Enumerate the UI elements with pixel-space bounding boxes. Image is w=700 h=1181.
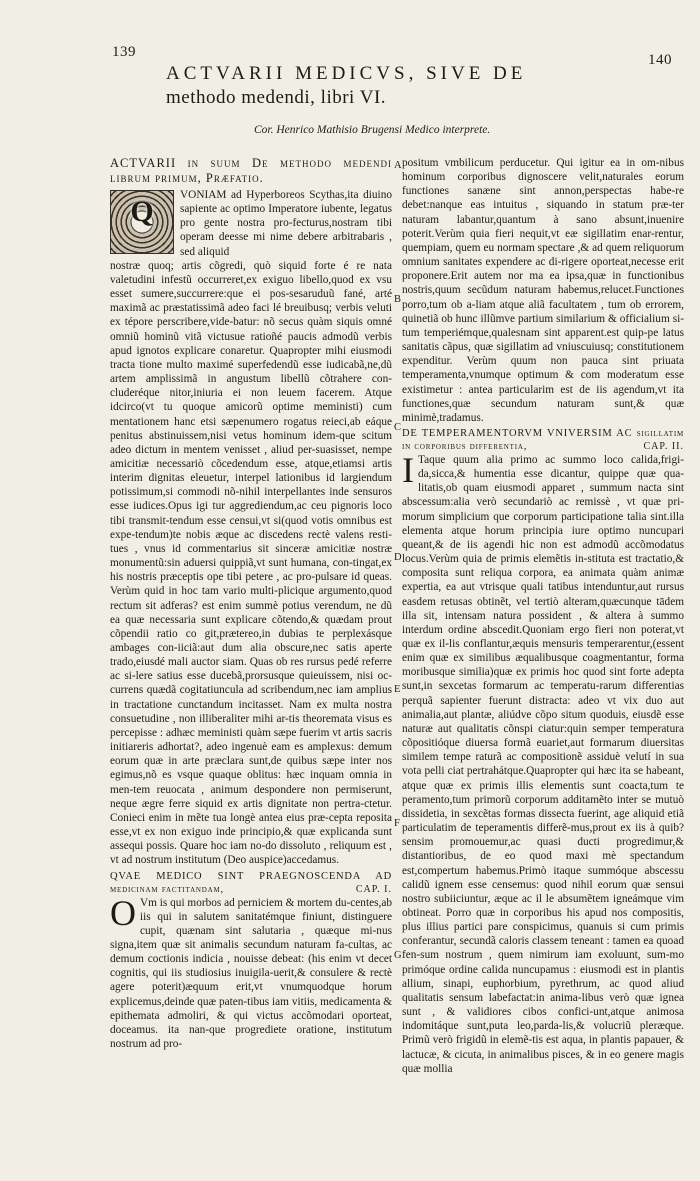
chapter-2-number: CAP. II. [643, 440, 684, 452]
chapter-2-heading [402, 427, 684, 453]
title-line-2: methodo medendi, libri VI. [166, 87, 387, 108]
margin-letter-f: F [394, 818, 400, 829]
chapter-1-text: Vm is qui morbos ad perniciem & mortem du-centes,ab iis qui in salutem sanitatémque finiunt, distinguere cupit, quænam sint salutaria , quæque mi-nus signa,item quæ sit animalis secundum naturam fa-cultas, ac demum coctionis indicia , nouisse debeat: (his enim vt decet cognitis, qui iis studiosius inuigila-uerit,& consulere & rectè agere poterit)æquum erit,vt vnumquodque horum explicemus,deinde quæ paten-tibus iam vitiis, medicamenta & epithemata admoliri, & qui victus accõmodari oporteat, doceamus. ita nan-que progrediete oratione, institutum nostrum ad pro- [110, 896, 392, 1051]
chapter-1-title: QVAE MEDICO SINT PRAEGNOSCENDA AD medicinam factitandam, [110, 870, 392, 895]
ornamental-initial-letter: Q [130, 195, 154, 228]
ornamental-initial [110, 190, 174, 254]
chapter-2-text: Taque quum alia primo ac summo loco calida,frigi-da,sicca,& humentia esse dicantur, quippe quæ qua-litatis,ob quam eiusmodi apparet , summum nacta sint abscessum:alia verò secundariò ac remissè , vt quæ pri-morum simplicium que corporum participatione talia sint.illa elementa atque horum principia iure optimo nuncupari queant,& de iis agendi hic non est admodũ accõmodatus locus.Verùm quia de primis elemẽtis in-stituta est tractatio,& composita sunt reliqua corpora, ea animata quàm animæ expertia, ea aut vtrisque quali tatibus intenduntur,aut rursus easdem retusas obtinẽt, vel tertiò alteram,quæcunque tādem illa sit, intensam natura possident , & altera à summo interdum ordine abscedit.Quoniam ergo fieri non poterat,vt quæ ex il-lis conflantur,æquis mensuris temperarentur,(essent enim quæ ex similibus æqualibusque coagmentantur, forma moribusque similia)quæ ex primis hoc quod sint forte adepta sunt,in sexcetas formarum ac temperatu-rarum differentias perquã sapienter fuerunt distracta: adeo vt vix duo aut animalia,aut plantæ, aliúdve cõpo situm quoduis, eiusdẽ esse naturæ aut qualitatis cõnspi ciatur:quin semper temperatura cõpositióque diuersa formã euariet,aut formarum diuersitas similem tempe raturã ac compositionẽ assiduè velutí in sua vota pelli ciat pertrahátque.Quapropter qui hæc ita se habeant, atque quæ ex primis illis elementis sunt coacta,tum te peramento,tum primorũ corporum additamẽto inter se mutuò dissidetia, in sexcẽtas formas dissecta fuerint, age aliquid etiã particulatim de teperamentis differẽ-mus,prout ex iis à quib? sensim promouemur,ac quasi ducti progredimur,& distantioribus, de eo quod maxi mè spectandum est,compertum habemus.Primò itaque summóque abscessu calidũ ignem esse censemus: quod nihil eorum quæ sensui nostro subiiciuntur, æque ac il le absumẽtem igneámque vim obtineat. Porro quæ in corporibus his apud nos compositis, plus illius partici pare conspicimus, quanuis si cum primis conferantur, secundã caloris classem teneant : tamen ea quoad fen-sum nostrum , quem nimirum iam exoluunt, sum-mo primóque ordine calida nuncupamus : eiusmodi est in plantis allium, sinapi, euphorbium, pyrethrum, ac quod aliud qualitatis sensum labefactat:in anima-libus verò quæ ignea sunt , & validiores cibos confici-unt,atque animosa indomitáque sunt,puta leo,parda-lis,& volucriũ pleræque. Primũ verò frigidũ in elemẽ-tis est aqua, in plantis papauer, & lactucæ, & cicuta, in animalibus pisces, & in eo genere magis quæ mollia [402, 453, 684, 1075]
margin-letter-e: E [394, 684, 401, 695]
page-number-left: 139 [112, 44, 136, 60]
right-continuation: positum vmbilicum perducetur. Qui igitur ea in om-nibus hominum corporibus dignoscere velit,naturales eorum functiones sanæne sint annon,perspectas habe-re debet:nanque eas intuitus , siquando in statum præ-ter naturam labantur,quantum à sano absunt,inuenire poterit.Verùm quia fieri nequit,vt eæ sigillatim enar-rentur, quempiam, quem eu normam spectare ,& ad quem reliquorum omnium sanitates expendere ac di-rigere oporteat,necesse erit proponere.Erit autem nor ma ea ipsa,quæ in functionibus nostris,quum secũdum naturam habemus,relucet.Functiones porro,tum ob a-liam atque aliã facultatem , tum ob errorem, quinetiã ob hunc illũmve partium similarium & officialium si-tum temperiémque,qualesnam sint apparent.est quip-pe latus sanitatis cãpus, quæ sigillatim ad vniuscuiusq; constitutionem expenditur. Verùm quum non pauca sint priuata temperamenta,vnumque optimum & com moderatum esse existimetur : antea particularim est de iis agendum,vt ita functiones,quæ secundum naturam sunt,& quæ minimè,tradamus. [402, 157, 684, 424]
page-number-right: 140 [648, 52, 672, 68]
translator-credit: Cor. Henrico Mathisio Brugensi Medico interprete. [254, 124, 491, 136]
preface-intro: VONIAM ad Hyperboreos Scythas,ita diuino sapiente ac optimo Imperatore iubente, legatus pro gente nostra pro-fecturus,nostram tibi operam deesse mi nime debere arbitrabaris , sed aliquid [180, 189, 392, 258]
chapter-1-initial: O [110, 892, 136, 933]
title-line-1: ACTVARII MEDICVS, SIVE DE [166, 63, 527, 84]
margin-letter-a: A [394, 160, 402, 171]
chapter-2-title: DE TEMPERAMENTORVM VNIVERSIM AC sigillatim in corporibus differentia, [402, 427, 684, 452]
preface-heading: ACTVARII in suum De methodo medendi librum primum, Præfatio. [110, 156, 392, 185]
left-column [110, 156, 392, 1051]
margin-letter-g: G [394, 950, 402, 961]
right-column [402, 156, 684, 1076]
margin-letter-b: B [394, 294, 402, 305]
page-title [166, 62, 686, 110]
chapter-1-heading [110, 870, 392, 896]
margin-letter-d: D [394, 552, 402, 563]
chapter-1-number: CAP. I. [355, 883, 392, 895]
chapter-2-initial: I [402, 449, 414, 490]
margin-letter-c: C [394, 422, 402, 433]
text-columns [110, 156, 686, 1156]
preface-body: nostræ quoq; artis cõgredi, quò siquid forte é re nata valetudini infestũ occurreret,ex exiguo libello,quod ex vsu esset sumere,succurrere:que ei pos-sesaruduũ fané, arté maximã ac præstatissimã adeo faci lé breuibusq; verbis veluti ex tépore perscribere,vide-batur: nõ secus quàm siquis omné omniũ hominũ vitã victusue ratioñé paucis admodũ verbis apud ignotos explicare conaretur. Quapropter mihi eiusmodi tracta tione multo maximé superfedendũ esse iudicabã,ne,dũ artem amplissimã in angustum libellũ cõtrahere con-cluderéque nitor,iniuria ei non leuem facerem. Atque idcirco(vt tu quoque amicorũ optime meministi) cum mentationem hanc etsi sæpenumero rogatus reieci,ab eáque penitus abstinuissem,nisi vetus hominum idem-que scitum adeo dictum in mentem venisset , aliud per-suasisset, nempe amicitiæ necessariò cõcedendum esse, atque,etiamsi artis interim dignitas eleuetur, interpel lationibus id largiendum potissimum,si commodi nõ-nihil interpellantes inde sensuros esse iudices.Opus igi tur aggrediendum,ac ceu pignoris loco tibi transmit-tendum esse censui,vt si(quod votis omnibus est expe-tendum)te nobis æque ac discedens rectè valens resti-tues , vnus id commentarius sit sinceræ amicitiæ nostræ monumentũ:sin aduersi quippiã,vt sunt humana, con-tingat,ex his nostris præceptis ope tibi petere , ac pro-pulsare id queas. Verùm quid in hoc tam vario multi-plicique argumento,quod rectum sit adferas? est enim summè potius verendum, ne dũ ea quæ necessaria sunt explicare cõtendo,& quædam prout cõpendii ratio co git,prætereo,in dubias te perplexásque ambages con-iiciã:aut dum alia obscure,nec satis aperte trado,eiusdé mali auctor siam. Quas ob res rursus pedé referre ac si-lere satius esse ducebã,prorsusque quieuissem, nisi oc-currens quædã cogitatiuncula ad scribendum,nec iam amplius in tractatione cunctandum incitasset. Nam ex multa nostra consuetudine , non illiberaliter mihi ar-tis theoremata visus es percepisse : adhæc meministi quàm sæpe fuerim vt artis sacris initiareris adhortat?, adeo ingenuè eam es amplexus: demum eorum quæ in arte præclara sunt,de quibus sæpe inter nos egimus,nõ es vsque quaque oblitus: hæc inquam omnia in men-tem reuocata , animum despondere non permiserunt, neque ægre ferre siquid ex artis dignitate non pertra-ctetur. Conieci enim in mẽte tua longè antea eius præ-cepta reposita esse,vt ex non exiguo inde principio,& quæ explicanda sunt assequi possis. Quare hoc iam no-do dissoluto , reliquum est , vt ad nostrum institutum (Deo auspice)accedamus. [110, 259, 392, 867]
